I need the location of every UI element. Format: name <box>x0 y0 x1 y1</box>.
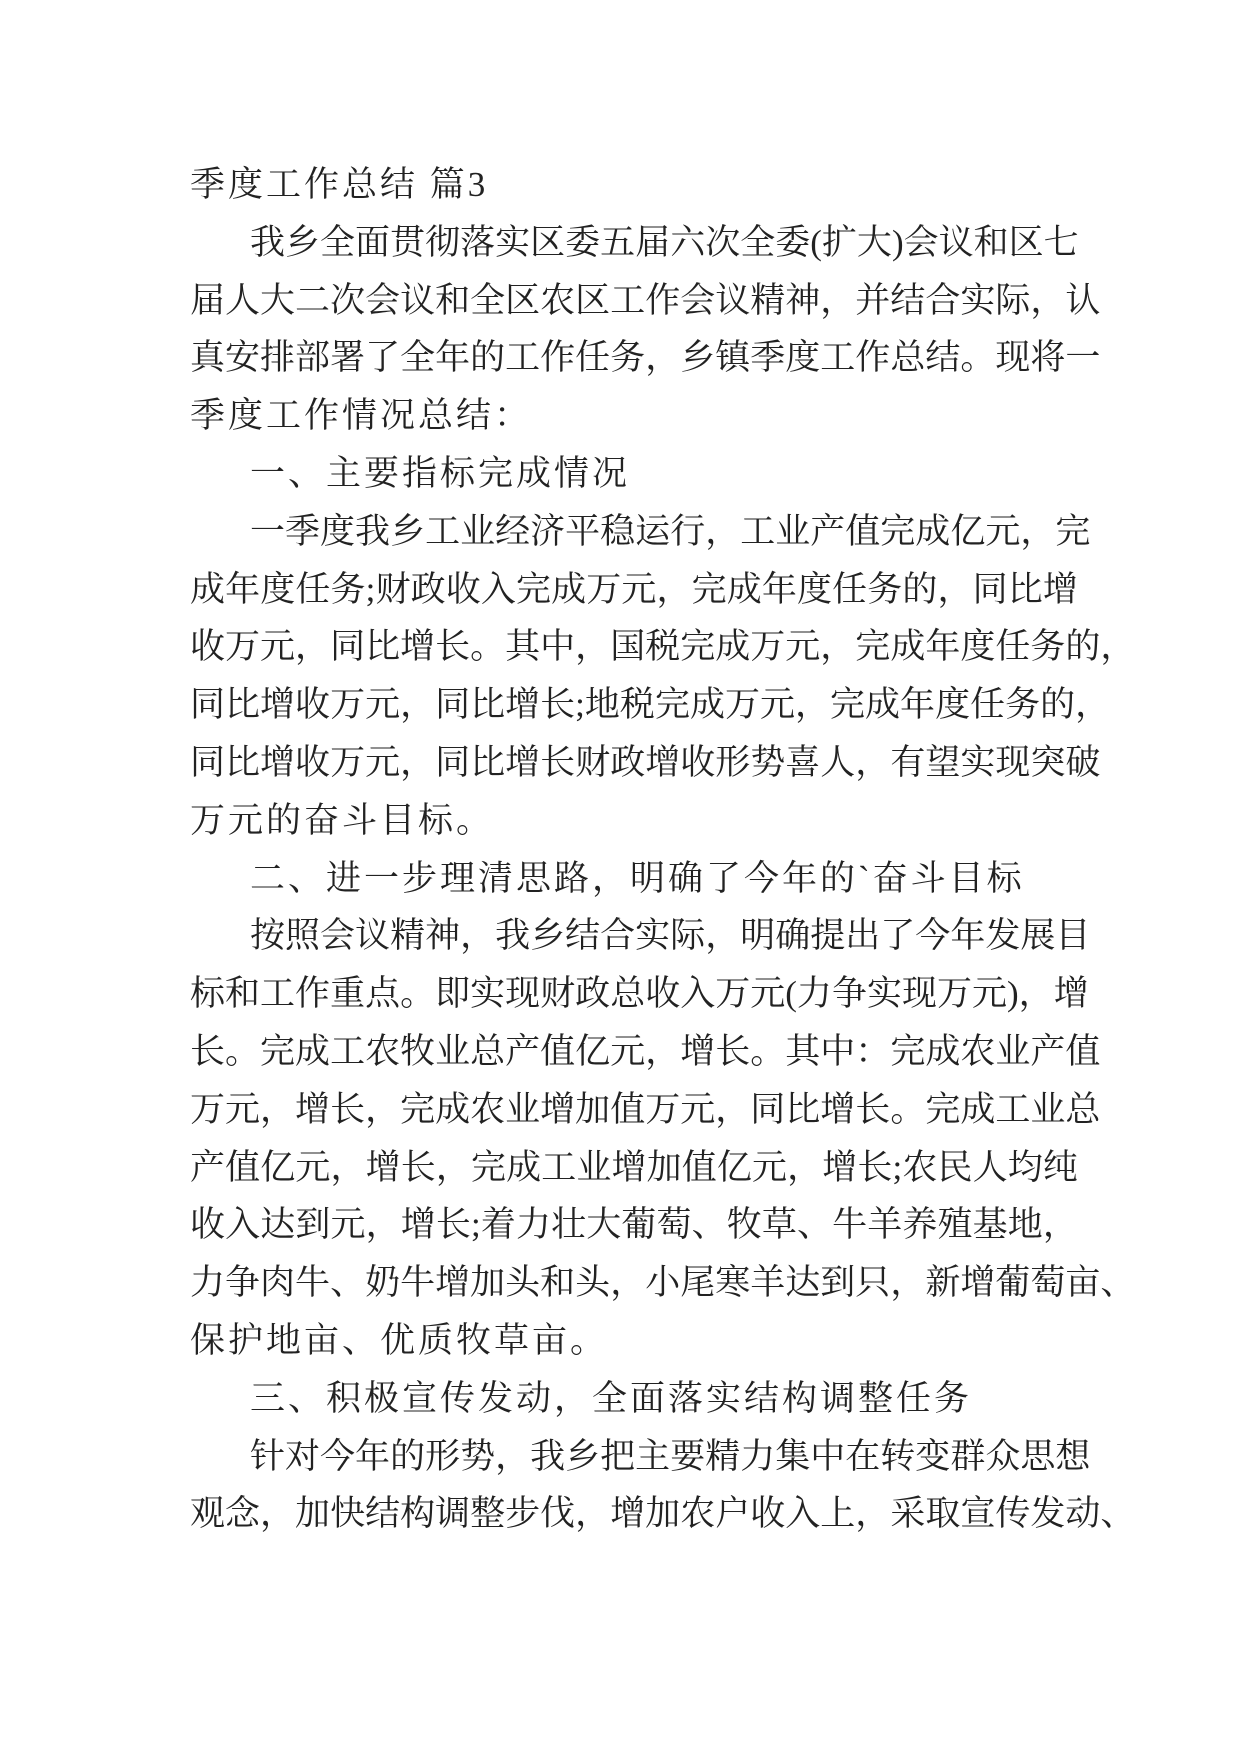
document-page <box>190 156 1136 1543</box>
paragraph-line: 力 争 肉 牛 、 奶 牛 增 加 头 和 头 ， 小 尾 寒 羊 达 到 只 ， 新 增 葡 萄 亩 、 <box>190 1263 1136 1303</box>
paragraph-line: 我 乡 全 面 贯 彻 落 实 区 委 五 届 六 次 全 委 ( 扩 大 ) 会 议 和 区 七 <box>250 222 1079 262</box>
paragraph-line: 同 比 增 收 万 元 ， 同 比 增 长 财 政 增 收 形 势 喜 人 ， 有 望 实 现 突 破 <box>190 742 1101 782</box>
paragraph-line: 成 年 度 任 务 ; 财 政 收 入 完 成 万 元 ， 完 成 年 度 任 务 的 ， 同 比 增 <box>190 569 1078 609</box>
paragraph-line: 标 和 工 作 重 点 。 即 实 现 财 政 总 收 入 万 元 ( 力 争 实 现 万 元 ) ， 增 <box>190 974 1089 1014</box>
paragraph-line: 观 念 ， 加 快 结 构 调 整 步 伐 ， 增 加 农 户 收 入 上 ， 采 取 宣 传 发 动 、 <box>190 1494 1136 1534</box>
paragraph-line: 同 比 增 收 万 元 ， 同 比 增 长 ; 地 税 完 成 万 元 ， 完 成 年 度 任 务 的 ， <box>190 685 1111 725</box>
paragraph-line: 保护地亩、优质牧草亩。 <box>190 1320 609 1360</box>
section-heading: 一、主要指标完成情况 <box>250 453 631 493</box>
paragraph-line: 产 值 亿 元 ， 增 长 ， 完 成 工 业 增 加 值 亿 元 ， 增 长 ; 农 民 人 均 纯 <box>190 1147 1078 1187</box>
document-title: 季度工作总结 篇3 <box>190 165 489 204</box>
paragraph-line: 真 安 排 部 署 了 全 年 的 工 作 任 务 ， 乡 镇 季 度 工 作 总 结 。 现 将 一 <box>190 338 1101 378</box>
paragraph-line: 长 。 完 成 工 农 牧 业 总 产 值 亿 元 ， 增 长 。 其 中 ： 完 成 农 业 产 值 <box>190 1031 1101 1071</box>
paragraph-line: 一 季 度 我 乡 工 业 经 济 平 稳 运 行 ， 工 业 产 值 完 成 亿 元 ， 完 <box>250 511 1091 551</box>
section-heading: 二、进一步理清思路，明确了今年的`奋斗目标 <box>250 858 1025 898</box>
paragraph-line: 收 入 达 到 元 ， 增 长 ; 着 力 壮 大 葡 萄 、 牧 草 、 牛 羊 养 殖 基 地 ， <box>190 1205 1078 1245</box>
paragraph-line: 针 对 今 年 的 形 势 ， 我 乡 把 主 要 精 力 集 中 在 转 变 群 众 思 想 <box>250 1436 1091 1476</box>
paragraph-line: 届 人 大 二 次 会 议 和 全 区 农 区 工 作 会 议 精 神 ， 并 结 合 实 际 ， 认 <box>190 280 1101 320</box>
paragraph-line: 季度工作情况总结： <box>190 396 533 436</box>
section-heading: 三、积极宣传发动，全面落实结构调整任务 <box>250 1378 973 1418</box>
paragraph-line: 按 照 会 议 精 神 ， 我 乡 结 合 实 际 ， 明 确 提 出 了 今 年 发 展 目 <box>250 916 1091 956</box>
paragraph-line: 收 万 元 ， 同 比 增 长 。 其 中 ， 国 税 完 成 万 元 ， 完 成 年 度 任 务 的 ， <box>190 627 1136 667</box>
paragraph-line: 万 元 ， 增 长 ， 完 成 农 业 增 加 值 万 元 ， 同 比 增 长 。 完 成 工 业 总 <box>190 1089 1101 1129</box>
paragraph-line: 万元的奋斗目标。 <box>190 800 495 840</box>
